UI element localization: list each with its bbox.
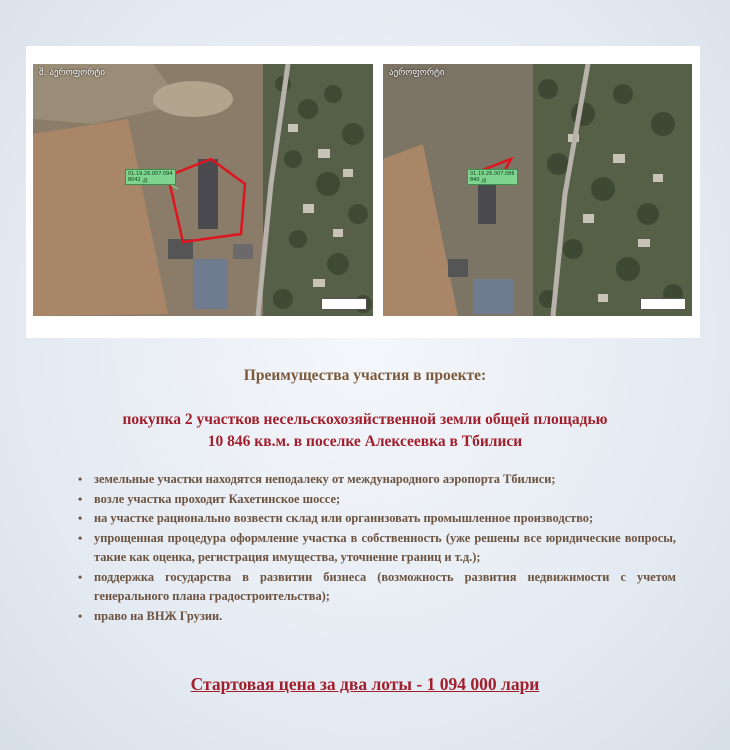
bullet-icon: •	[78, 569, 83, 584]
bullet-icon: •	[78, 608, 83, 623]
benefit-text: упрощенная процедура оформление участка в собственность (уже решены все юридические вопросы, такие как оценка, регистрация имущества, уточнение границ и т.д.);	[94, 530, 676, 564]
map-left-callout-line2: 8042 კვ	[128, 177, 148, 183]
benefit-item	[76, 607, 676, 627]
map-left-callout-line1: 01.19.26.007.094	[128, 171, 173, 177]
satellite-map-image	[33, 64, 373, 316]
benefit-text: возле участка проходит Кахетинское шоссе;	[94, 491, 341, 506]
map-left-callout	[125, 169, 176, 185]
benefit-text: земельные участки находятся неподалеку от международного аэропорта Тбилиси;	[94, 472, 556, 486]
benefits-list	[76, 470, 676, 626]
map-right-logo	[640, 298, 686, 310]
map-left-logo	[321, 298, 367, 310]
bullet-icon: •	[78, 511, 83, 525]
satellite-map-image	[383, 64, 692, 316]
benefit-item	[76, 509, 676, 529]
subtitle	[40, 409, 690, 453]
map-left-label: შ. აეროფორტი	[39, 68, 105, 78]
benefit-text: поддержка государства в развитии бизнеса (возможность развития недвижимости с учетом генерального плана градостроительства);	[94, 569, 676, 603]
benefit-item	[76, 568, 676, 607]
benefit-text: право на ВНЖ Грузии.	[94, 608, 223, 623]
benefit-item	[76, 490, 676, 510]
headline: Преимущества участия в проекте:	[243, 367, 487, 384]
benefit-text: на участке рационально возвести склад или организовать промышленное производство;	[94, 511, 594, 525]
map-right-callout-line1: 01.19.26.007.086	[470, 171, 515, 177]
bullet-icon: •	[78, 472, 83, 486]
starting-price: Стартовая цена за два лоты - 1 094 000 лари	[190, 674, 540, 694]
map-right-callout	[467, 169, 518, 185]
map-right-callout-line2: 840 კვ	[470, 177, 487, 183]
benefit-item	[76, 529, 676, 568]
maps-panel	[26, 46, 700, 338]
benefit-item	[76, 470, 676, 490]
subtitle-line2: 10 846 кв.м. в поселке Алексеевка в Тбилиси	[207, 433, 523, 450]
bullet-icon: •	[78, 491, 83, 506]
map-right-label: აეროფორტი	[389, 68, 445, 78]
bullet-icon: •	[78, 530, 83, 545]
satellite-map-left	[33, 64, 373, 316]
subtitle-line1: покупка 2 участков несельскохозяйственной земли общей площадью	[122, 411, 608, 428]
satellite-map-right	[383, 64, 692, 316]
